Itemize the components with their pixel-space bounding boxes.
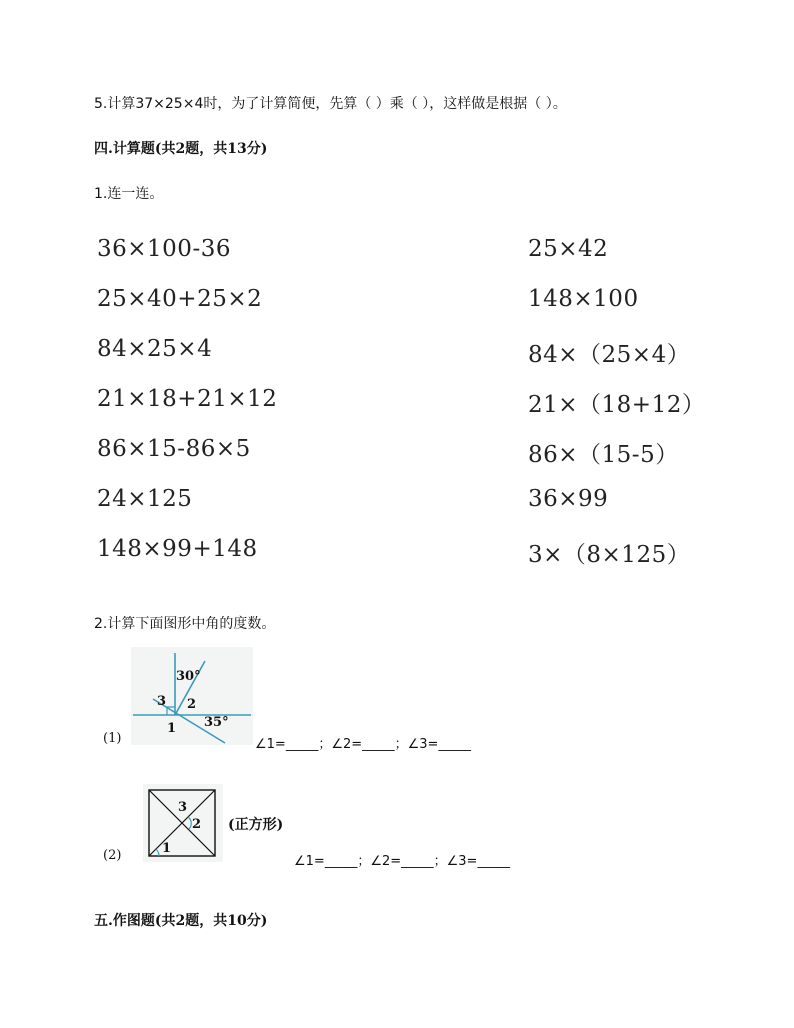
figure-1-angle-1-label: 1 xyxy=(167,721,177,736)
figure-1-answer-blanks: ∠1=_____；∠2=_____；∠3=_____ xyxy=(255,737,471,752)
section-5-heading: 五.作图题(共2题，共10分) xyxy=(94,913,268,929)
section-4-heading: 四.计算题(共2题，共13分) xyxy=(94,141,268,157)
figure-1-degree-right: 35° xyxy=(204,715,229,730)
left-expression-6: 24×125 xyxy=(97,486,193,512)
right-expression-4: 21×（18+12） xyxy=(528,392,706,418)
right-expression-3: 84×（25×4） xyxy=(528,342,691,368)
left-expression-5: 86×15-86×5 xyxy=(97,436,251,462)
right-expression-7: 3×（8×125） xyxy=(528,542,691,568)
angle-question-title: 2.计算下面图形中角的度数。 xyxy=(94,616,276,632)
connect-question-title: 1.连一连。 xyxy=(94,186,164,202)
left-expression-1: 36×100-36 xyxy=(97,236,231,262)
figure-2-answer-blanks: ∠1=_____；∠2=_____；∠3=_____ xyxy=(294,854,510,869)
right-expression-2: 148×100 xyxy=(528,286,639,312)
figure-1-angle-2-label: 2 xyxy=(187,697,197,712)
left-expression-2: 25×40+25×2 xyxy=(97,286,263,312)
figure-2-caption: (正方形) xyxy=(228,817,284,833)
figure-2-angle-2-label: 2 xyxy=(192,817,202,832)
figure-2-square-diagram xyxy=(143,784,223,862)
figure-2-label: (2) xyxy=(103,848,122,863)
figure-1-angle-diagram xyxy=(131,647,253,745)
figure-1-background xyxy=(131,647,253,745)
figure-2-angle-3-label: 3 xyxy=(178,800,188,815)
left-expression-4: 21×18+21×12 xyxy=(97,386,278,412)
figure-1-angle-3-label: 3 xyxy=(157,694,167,709)
right-expression-6: 36×99 xyxy=(528,486,609,512)
figure-1-degree-top: 30° xyxy=(176,669,201,684)
right-expression-5: 86×（15-5） xyxy=(528,442,679,468)
left-expression-3: 84×25×4 xyxy=(97,336,213,362)
question-5-text: 5.计算37×25×4时，为了计算简便，先算（ ）乘（ ），这样做是根据（ ）。 xyxy=(94,96,567,112)
left-expression-7: 148×99+148 xyxy=(97,536,258,562)
figure-2-angle-1-label: 1 xyxy=(162,841,172,856)
figure-1-label: (1) xyxy=(103,731,122,746)
right-expression-1: 25×42 xyxy=(528,236,609,262)
